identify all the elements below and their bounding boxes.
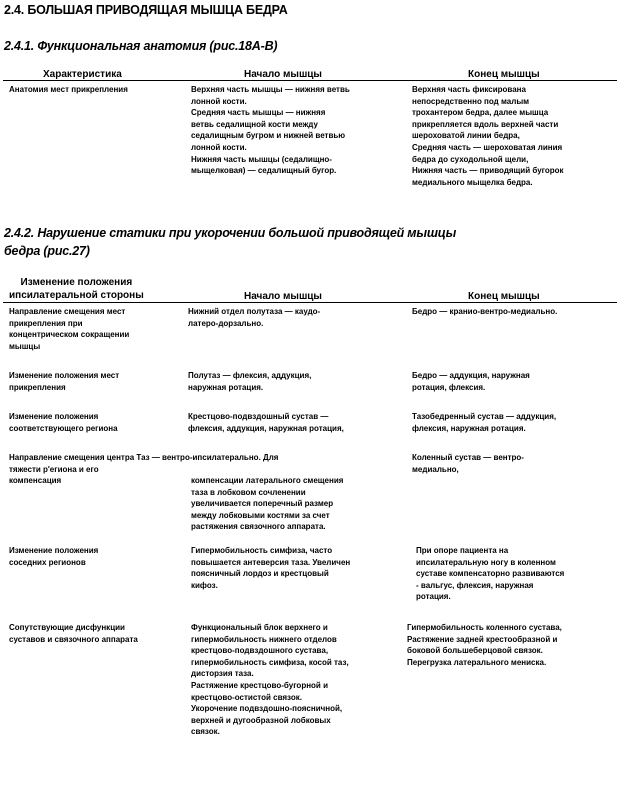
section2-row5-origin: Гипермобильность симфиза, часто повышается антеверсия таза. Увеличен поясничный лордоз и крестцовый кифоз.: [191, 546, 351, 590]
section2-row6-origin: Функциональный блок верхнего и гипермобильность нижнего отделов крестцово-подвздошного сустава, гипермобильность симфиза, косой таз, дисторзия таза. Растяжение крестцово-бугорной и крестцово-остистой связок. Укорочение подвздошно-поясничной, верхней и дугообразной лобковых связок.: [191, 623, 349, 737]
section2-row6-insertion: Гипермобильность коленного сустава, Растяжение задней крестообразной и боковой большеберцовой связок. Перегрузка латерального мениска.: [407, 623, 562, 667]
section2-title-line1: 2.4.2. Нарушение статики при укорочении большой приводящей мышцы: [4, 226, 457, 240]
section2-row1-insertion: Бедро — кранио-вентро-медиально.: [412, 307, 558, 316]
section2-row3-origin: Крестцово-подвздошный сустав — флексия, аддукция, наружная ротация,: [188, 412, 344, 433]
section2-row4-insertion: Коленный сустав — вентро- медиально,: [412, 453, 524, 474]
section1-row-insertion: Верхняя часть фиксирована непосредственно под малым трохантером бедра, далее мышца прикрепляется вдоль верхней части шероховатой линии бедра, Средняя часть — шероховатая линия бедра до суходольной щели, Нижняя часть — приводящий бугорок медиального мыщелка бедра.: [412, 85, 564, 187]
section1-col-insertion: Конец мышцы: [465, 69, 543, 80]
section1-header-underline: [3, 80, 617, 81]
section1-row-characteristic: Анатомия мест прикрепления: [9, 85, 128, 94]
section2-col-origin: Начало мышцы: [241, 291, 325, 302]
section2-row5-change: Изменение положения соседних регионов: [9, 546, 99, 567]
section2-row4-origin: компенсации латерального смещения таза в лобковом сочленении увеличивается поперечный размер между лобковыми костями за счет растяжения связочного аппарата.: [191, 476, 344, 532]
section2-row2-origin: Полутаз — флексия, аддукция, наружная ротация.: [188, 371, 312, 392]
section2-col-insertion: Конец мышцы: [465, 291, 543, 302]
section1-title: 2.4.1. Функциональная анатомия (рис.18А-В): [4, 39, 278, 53]
section2-row5-insertion: При опоре пациента на ипсилатеральную ногу в коленном суставе компенсаторно развиваются - вальгус, флексия, наружная ротация.: [416, 546, 565, 602]
section2-title-line2: бедра (рис.27): [4, 244, 90, 258]
section1-col-origin: Начало мышцы: [241, 69, 325, 80]
section2-row2-change: Изменение положения мест прикрепления: [9, 371, 120, 392]
section2-row1-origin: Нижний отдел полутаза — каудо- латеро-дорзально.: [188, 307, 321, 328]
section2-row1-change: Направление смещения мест прикрепления при концентрическом сокращении мышцы: [9, 307, 130, 351]
section2-row3-change: Изменение положения соответствующего региона: [9, 412, 118, 433]
section2-row4-change: Направление смещения центра Таз — вентро-ипсилатерально. Для тяжести р'егиона и его компенсация: [9, 453, 279, 486]
section1-col-characteristic: Характеристика: [40, 69, 125, 80]
section2-header-underline: [3, 302, 617, 303]
section2-row3-insertion: Тазобедренный сустав — аддукция, флексия, наружная ротация.: [412, 412, 557, 433]
section2-col-change: Изменение положения ипсилатеральной стороны: [9, 277, 144, 301]
main-title: 2.4. БОЛЬШАЯ ПРИВОДЯЩАЯ МЫШЦА БЕДРА: [4, 3, 288, 17]
section2-row2-insertion: Бедро — аддукция, наружная ротация, флексия.: [412, 371, 530, 392]
section1-row-origin: Верхняя часть мышцы — нижняя ветвь лонной кости. Средняя часть мышцы — нижняя ветвь седалищной кости между седалищным бугром и нижней ветвью лонной кости. Нижняя часть мышцы (седалищно- мыщелковая) — седалищный бугор.: [191, 85, 350, 176]
section2-row6-change: Сопутствующие дисфункции суставов и связочного аппарата: [9, 623, 138, 644]
